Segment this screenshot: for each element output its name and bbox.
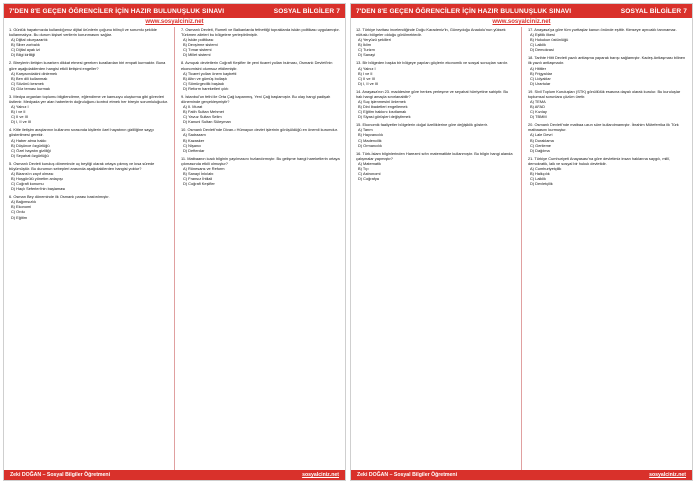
answer-option[interactable]: D) Devletçilik bbox=[530, 181, 553, 187]
answer-option[interactable]: B) Halkçılık bbox=[530, 170, 550, 176]
answer-option[interactable]: C) Eğitim hakkını kısıtlamak bbox=[358, 109, 407, 115]
answer-option[interactable]: B) Altın ve gümüş bollaştı bbox=[183, 75, 227, 81]
question-text: 11. Matbaanın icadı bilginin yayılmasını hızlandırmıştır. Bu gelişme hangi hareketlerin ortaya çıkmasında etkili olmuştur? bbox=[181, 155, 340, 166]
answer-option[interactable]: C) II ve III bbox=[11, 114, 28, 120]
answer-option[interactable]: B) I ve II bbox=[11, 109, 26, 115]
answer-option[interactable]: B) Frigyalılar bbox=[530, 70, 553, 76]
page-footer bbox=[351, 470, 692, 480]
answer-option[interactable]: D) Haçlı Seferleri'nin başlaması bbox=[11, 186, 66, 192]
answer-option[interactable]: A) Dijital okuryazarlık bbox=[11, 37, 48, 43]
answer-option[interactable]: C) Ordu bbox=[11, 209, 25, 215]
question-text: 16. Türk-İslam bilginlerinden Harezmi sıfırı matematikte kullanmıştır. Bu bilgin hangi alanda çalışmalar yapmıştır? bbox=[356, 150, 513, 161]
subject-label: SOSYAL BİLGİLER 7 bbox=[620, 7, 687, 15]
answer-option[interactable]: B) Hayvancılık bbox=[358, 132, 384, 138]
answer-option[interactable]: D) Bilgi kirliliği bbox=[11, 52, 36, 58]
answer-option[interactable]: D) Seyahat özgürlüğü bbox=[11, 152, 49, 158]
answer-option[interactable]: B) Devşirme sistemi bbox=[183, 42, 218, 48]
author-credit: Zeki DOĞAN – Sosyal Bilgiler Öğretmeni bbox=[357, 472, 458, 478]
page-header bbox=[351, 4, 692, 18]
question-item bbox=[9, 161, 168, 191]
answer-option[interactable]: C) Astronomi bbox=[358, 170, 381, 176]
exam-page-1 bbox=[3, 3, 346, 481]
question-item bbox=[181, 27, 340, 57]
answer-option[interactable]: B) Düşünce özgürlüğü bbox=[11, 142, 50, 148]
answer-option[interactable]: C) Turizm bbox=[358, 47, 375, 53]
question-text: 2. Bireylerin iletişim kurarken dikkat etmesi gereken kurallardan biri empati kurmaktır. Buna göre aşağıdakilerden hangisi etkili iletişimi engeller? bbox=[9, 60, 166, 71]
answer-option[interactable]: D) Reform hareketleri çıktı bbox=[183, 85, 229, 91]
answer-option[interactable]: D) Coğrafi Keşifler bbox=[183, 181, 215, 187]
answer-option[interactable]: B) AFAD bbox=[530, 104, 545, 110]
subject-label: SOSYAL BİLGİLER 7 bbox=[273, 7, 340, 15]
question-text: 14. Anayasa'nın 23. maddesine göre herkes yerleşme ve seyahat hürriyetine sahiptir. Bu hak hangi amaçla sınırlanabilir? bbox=[356, 88, 509, 99]
answer-option[interactable]: C) Özel hayatın gizliliği bbox=[11, 147, 51, 153]
answer-option[interactable]: A) Sadrazam bbox=[183, 132, 206, 138]
question-column-left bbox=[9, 27, 168, 472]
question-item bbox=[9, 194, 168, 219]
question-text: 18. Tarihte Hitit Devleti yazılı antlaşma yaparak barışı sağlamıştır. Kadeş Antlaşması bilinen ilk yazılı antlaşmadır. bbox=[528, 55, 686, 66]
question-item bbox=[181, 60, 340, 90]
answer-option[interactable]: B) İklim bbox=[358, 42, 371, 48]
answer-option[interactable]: B) Hoşgörülü yönetim anlayışı bbox=[11, 176, 63, 182]
answer-option[interactable]: D) Göz teması kurmak bbox=[11, 85, 50, 91]
question-item bbox=[528, 156, 687, 186]
answer-option[interactable]: A) Cumhuriyetçilik bbox=[530, 165, 562, 171]
answer-option[interactable]: A) Bizans'ın zayıf olması bbox=[11, 170, 54, 176]
answer-option[interactable]: A) Hititler bbox=[530, 65, 546, 71]
question-text: 21. Türkiye Cumhuriyeti Anayasası'na göre devletimiz insan haklarına saygılı, millî, demokratik, laik ve sosyal bir hukuk devletidir. bbox=[528, 155, 671, 166]
answer-option[interactable]: B) Ekonomi bbox=[11, 204, 32, 210]
answer-option[interactable]: A) Matematik bbox=[358, 160, 381, 166]
footer-site-link[interactable]: sosyalciniz.net bbox=[649, 472, 686, 478]
question-text: 4. Kitle iletişim araçlarının kullanımı sırasında kişilerin özel hayatının gizliliğine saygı gösterilmesi gerekir. bbox=[9, 127, 154, 138]
question-text: 8. Avrupalı devletlerin Coğrafi Keşifler ile yeni ticaret yolları bulması, Osmanlı Devleti'nin ekonomisini olumsuz etkilemiştir. bbox=[181, 60, 333, 71]
answer-option[interactable]: B) Ben dili kullanmak bbox=[11, 75, 48, 81]
answer-option[interactable]: D) Millet sistemi bbox=[183, 52, 211, 58]
answer-option[interactable]: C) Coğrafi konumu bbox=[11, 181, 44, 187]
question-item bbox=[356, 27, 515, 57]
question-column-right bbox=[181, 27, 340, 472]
answer-option[interactable]: C) Sömürgecilik başladı bbox=[183, 80, 225, 86]
answer-option[interactable]: D) Defterdar bbox=[183, 147, 205, 153]
question-item bbox=[528, 55, 687, 85]
answer-option[interactable]: A) Yeryüzü şekilleri bbox=[358, 37, 391, 43]
question-item bbox=[356, 60, 515, 85]
question-item bbox=[528, 27, 687, 52]
answer-option[interactable]: D) Sanayi bbox=[358, 52, 376, 58]
question-column-right bbox=[528, 27, 687, 472]
question-text: 9. İstanbul'un fethi ile Orta Çağ kapanmış, Yeni Çağ başlamıştır. Bu olay hangi padişah döneminde gerçekleşmiştir? bbox=[181, 93, 331, 104]
question-text: 6. Osman Bey döneminde ilk Osmanlı parası bastırılmıştır. bbox=[9, 194, 110, 200]
question-text: 1. Günlük hayatımızda kullandığımız dijital ürünlerin çoğunu bilinçli ve sorumlu şekilde kullanmalıyız. Bu durum kişisel verilerin korunmasını sağlar. bbox=[9, 27, 157, 38]
question-item bbox=[356, 151, 515, 181]
answer-option[interactable]: D) Coğrafya bbox=[358, 176, 379, 182]
page-header bbox=[4, 4, 345, 18]
question-item bbox=[181, 156, 340, 186]
exam-title: 7'DEN 8'E GEÇEN ÖĞRENCİLER İÇİN HAZIR BULUNUŞLUK SINAVI bbox=[356, 7, 572, 15]
question-text: 15. Ekonomik faaliyetler bölgelerin doğal özelliklerine göre değişiklik gösterir. bbox=[356, 122, 488, 128]
question-text: 17. Anayasa'ya göre tüm yurttaşlar kanun önünde eşittir. Kimseye ayrıcalık tanınamaz. bbox=[528, 27, 677, 32]
exam-title: 7'DEN 8'E GEÇEN ÖĞRENCİLER İÇİN HAZIR BULUNUŞLUK SINAVI bbox=[9, 7, 225, 15]
answer-option[interactable]: A) II. Murat bbox=[183, 104, 203, 110]
answer-option[interactable]: D) I, II ve III bbox=[11, 119, 32, 125]
answer-option[interactable]: C) Lidyalılar bbox=[530, 75, 551, 81]
answer-option[interactable]: D) Ormancılık bbox=[358, 142, 382, 148]
answer-option[interactable]: B) Duraklama bbox=[530, 137, 554, 143]
column-divider bbox=[521, 27, 522, 472]
answer-option[interactable]: A) Bağımsızlık bbox=[11, 199, 37, 205]
answer-option[interactable]: C) Tımar sistemi bbox=[183, 47, 212, 53]
author-credit: Zeki DOĞAN – Sosyal Bilgiler Öğretmeni bbox=[10, 472, 111, 478]
answer-option[interactable]: D) Siyasi görüşleri değiştirmek bbox=[358, 114, 411, 120]
answer-option[interactable]: C) Madencilik bbox=[358, 137, 382, 143]
question-item bbox=[9, 94, 168, 124]
answer-option[interactable]: C) Fransız İhtilali bbox=[183, 176, 213, 182]
answer-option[interactable]: B) Hukukun üstünlüğü bbox=[530, 37, 569, 43]
question-item bbox=[9, 60, 168, 90]
question-item bbox=[181, 94, 340, 124]
question-item bbox=[356, 122, 515, 147]
question-text: 10. Osmanlı Devleti'nde Divan-ı Hümayun devlet işlerinin görüşüldüğü en önemli kurumdur. bbox=[181, 127, 338, 133]
answer-option[interactable]: A) Rönesans ve Reform bbox=[183, 165, 225, 171]
question-item bbox=[181, 127, 340, 152]
answer-option[interactable]: D) Eğitim bbox=[11, 214, 27, 220]
exam-page-2 bbox=[350, 3, 693, 481]
question-text: 20. Osmanlı Devleti'nde matbaa uzun süre kullanılmamıştır. İbrahim Müteferrika ilk Türk matbaasını kurmuştur. bbox=[528, 122, 679, 133]
question-text: 7. Osmanlı Devleti, Rumeli ve Balkanlarda fethettiği topraklarda iskân politikası uygulamıştır. Türkmen aileleri bu bölgelere yerleştirilmiştir. bbox=[181, 27, 340, 38]
answer-option[interactable]: A) İskân politikası bbox=[183, 37, 214, 43]
answer-option[interactable]: A) Ticaret yolları önem kaybetti bbox=[183, 70, 237, 76]
answer-option[interactable]: C) Yavuz Sultan Selim bbox=[183, 114, 222, 120]
column-divider bbox=[174, 27, 175, 472]
site-link[interactable]: www.sosyalciniz.net bbox=[492, 19, 551, 25]
question-column-left bbox=[356, 27, 515, 472]
answer-option[interactable]: D) Urartular bbox=[530, 80, 551, 86]
answer-option[interactable]: A) Haber alma hakkı bbox=[11, 137, 47, 143]
answer-option[interactable]: C) Dijital ayak izi bbox=[11, 47, 40, 53]
answer-option[interactable]: B) Tıp bbox=[358, 165, 369, 171]
question-text: 13. Bir bölgeden başka bir bölgeye yapılan göçlerin ekonomik ve sosyal sonuçları vardır. bbox=[356, 60, 509, 66]
site-link[interactable]: www.sosyalciniz.net bbox=[145, 19, 204, 25]
answer-option[interactable]: B) Siber zorbalık bbox=[11, 42, 40, 48]
question-item bbox=[9, 27, 168, 57]
question-text: 12. Türkiye haritası incelendiğinde Doğu Karadeniz'in, Güneydoğu Anadolu'nun yüksek nüfuslu bölgeler olduğu görülmektedir. bbox=[356, 27, 506, 38]
answer-option[interactable]: D) TBMM bbox=[530, 114, 547, 120]
question-item bbox=[528, 122, 687, 152]
answer-option[interactable]: C) Gerileme bbox=[530, 142, 551, 148]
answer-option[interactable]: A) Yalnız I bbox=[11, 104, 29, 110]
answer-option[interactable]: C) II ve III bbox=[358, 75, 375, 81]
answer-option[interactable]: D) Demokrasi bbox=[530, 47, 554, 53]
question-text: 19. Sivil Toplum Kuruluşları (STK) gönüllülük esasına dayalı olarak kurulur. Bu kuruluşlar toplumsal sorunlara çözüm üretir. bbox=[528, 88, 681, 99]
answer-option[interactable]: B) Fatih Sultan Mehmet bbox=[183, 109, 224, 115]
answer-option[interactable]: D) Kanuni Sultan Süleyman bbox=[183, 119, 231, 125]
answer-option[interactable]: D) I, II ve III bbox=[358, 80, 379, 86]
answer-option[interactable]: C) Laiklik bbox=[530, 42, 546, 48]
answer-option[interactable]: A) Eşitlik ilkesi bbox=[530, 32, 555, 38]
answer-option[interactable]: A) Karşısındakini dinlemek bbox=[11, 70, 58, 76]
answer-option[interactable]: A) Tarım bbox=[358, 127, 373, 133]
question-item bbox=[528, 89, 687, 119]
answer-option[interactable]: C) Laiklik bbox=[530, 176, 546, 182]
answer-option[interactable]: C) Nişancı bbox=[183, 142, 202, 148]
page-footer bbox=[4, 470, 345, 480]
question-text: 3. Medya organları toplumu bilgilendirme, eğlendirme ve kamuoyu oluşturma gibi görevleri üstlenir. Medyada yer alan haberlerin doğruluğunu kontrol etmek her bireyin sorumluluğudur. bbox=[9, 93, 168, 104]
answer-option[interactable]: A) Yalnız I bbox=[358, 65, 376, 71]
answer-option[interactable]: C) Kızılay bbox=[530, 109, 547, 115]
question-text: 5. Osmanlı Devleti kuruluş döneminde uç beyliği olarak ortaya çıkmış ve kısa sürede büyümüştür. Bu durumun sebepleri arasında aşağıdakilerden hangisi yoktur? bbox=[9, 160, 155, 171]
answer-option[interactable]: C) Sözünü kesmek bbox=[11, 80, 44, 86]
answer-option[interactable]: B) Kazasker bbox=[183, 137, 205, 143]
answer-option[interactable]: B) Sanayi İnkılabı bbox=[183, 170, 214, 176]
answer-option[interactable]: A) TEMA bbox=[530, 98, 546, 104]
footer-site-link[interactable]: sosyalciniz.net bbox=[302, 472, 339, 478]
question-item bbox=[9, 127, 168, 157]
answer-option[interactable]: D) Dağılma bbox=[530, 147, 550, 153]
question-item bbox=[356, 89, 515, 119]
answer-option[interactable]: B) I ve II bbox=[358, 70, 373, 76]
answer-option[interactable]: A) Lale Devri bbox=[530, 132, 553, 138]
answer-option[interactable]: B) Dini ibadetleri engellemek bbox=[358, 104, 408, 110]
answer-option[interactable]: A) Suç işlenmesini önlemek bbox=[358, 98, 406, 104]
